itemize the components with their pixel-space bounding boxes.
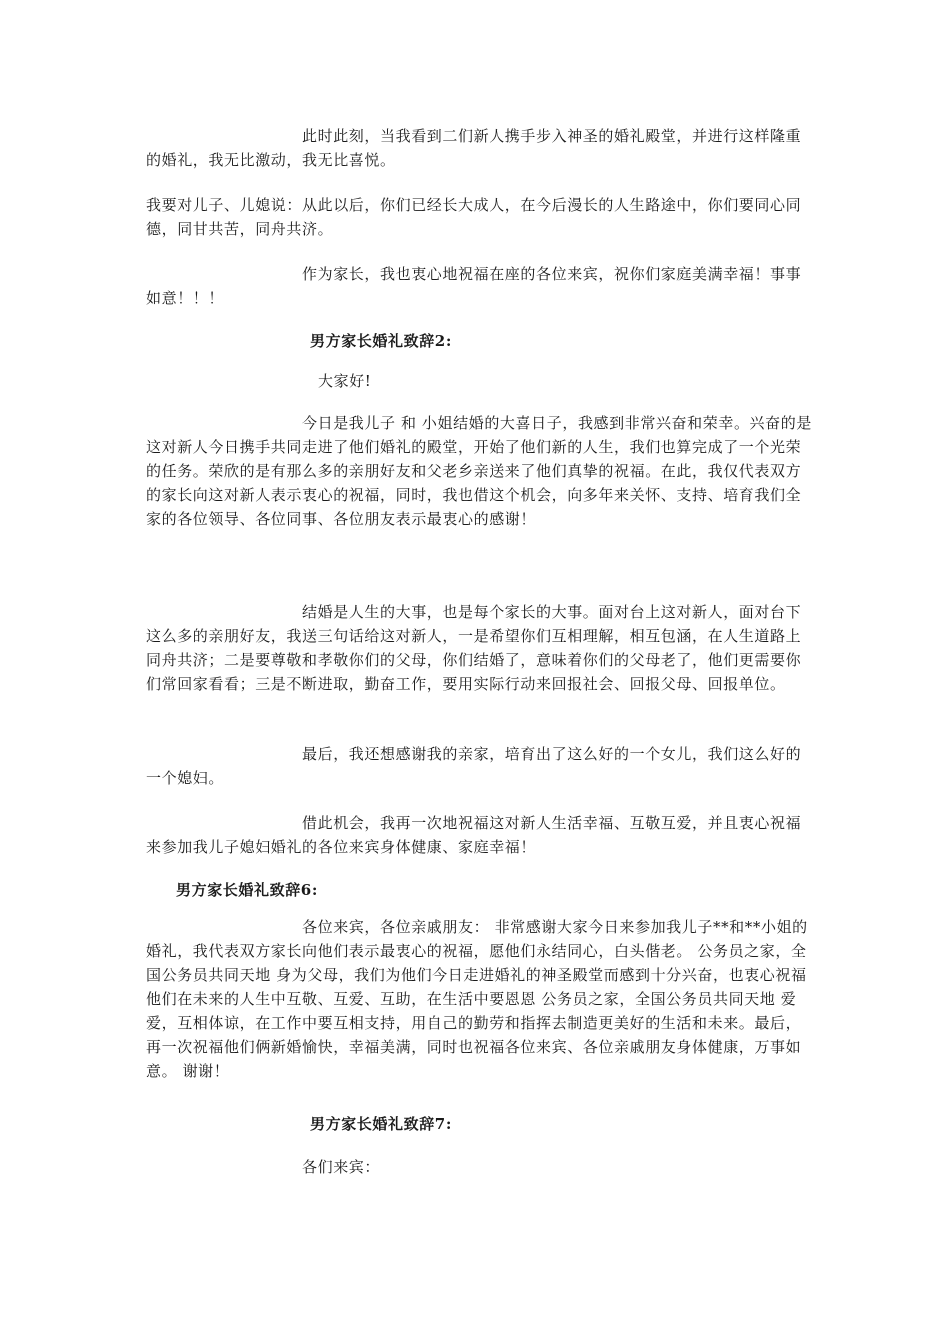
paragraph: 各位来宾，各位亲戚朋友： 非常感谢大家今日来参加我儿子**和**小姐的婚礼，我代表双方家长向他们表示最衷心的祝福，愿他们永结同心，白头偕老。 公务员之家，全国公务员共同天地 身为父母，我们为他们今日走进婚礼的神圣殿堂而感到十分兴奋，也衷心祝福他们在未来的人生中互敬、互爱、互助，在生活中要恩恩 公务员之家，全国公务员共同天地 爱爱，互相体谅，在工作中要互相支持，用自己的勤劳和指挥去制造更美好的生活和未来。最后，再一次祝福他们俩新婚愉快，幸福美满，同时也祝福各位来宾、各位亲戚朋友身体健康，万事如意。 谢谢！ [146,918,808,1080]
paragraph: 此时此刻，当我看到二们新人携手步入神圣的婚礼殿堂，并进行这样隆重的婚礼，我无比激动，我无比喜悦。 [146,127,802,169]
paragraph: 我要对儿子、儿媳说：从此以后，你们已经长大成人，在今后漫长的人生路途中，你们要同心同德，同甘共苦，同舟共济。 [146,196,802,238]
greeting-text: 大家好! [318,372,372,390]
paragraph: 结婚是人生的大事，也是每个家长的大事。面对台上这对新人，面对台下这么多的亲朋好友，我送三句话给这对新人，一是希望你们互相理解，相互包涵，在人生道路上同舟共济；二是要尊敬和孝敬你们的父母，你们结婚了，意味着你们的父母老了，他们更需要你们常回家看看；三是不断进取，勤奋工作，要用实际行动来回报社会、回报父母、回报单位。 [146,603,802,693]
paragraph: 今日是我儿子 和 小姐结婚的大喜日子，我感到非常兴奋和荣幸。兴奋的是这对新人今日携手共同走进了他们婚礼的殿堂，开始了他们新的人生，我们也算完成了一个光荣的任务。荣欣的是有那么多的亲朋好友和父老乡亲送来了他们真挚的祝福。在此，我仅代表双方的家长向这对新人表示衷心的祝福，同时，我也借这个机会，向多年来关怀、支持、培育我们全家的各位领导、各位同事、各位朋友表示最衷心的感谢！ [146,414,812,528]
paragraph: 借此机会，我再一次地祝福这对新人生活幸福、互敬互爱，并且衷心祝福来参加我儿子媳妇婚礼的各位来宾身体健康、家庭幸福！ [146,814,802,856]
paragraph: 作为家长，我也衷心地祝福在座的各位来宾，祝你们家庭美满幸福！事事如意！！！ [146,265,802,307]
section-heading: 男方家长婚礼致辞2: [310,332,452,350]
section-heading: 男方家长婚礼致辞6: [176,881,318,899]
paragraph: 最后，我还想感谢我的亲家，培育出了这么好的一个女儿，我们这么好的一个媳妇。 [146,745,802,787]
paragraph: 各们来宾： [302,1158,381,1176]
section-heading: 男方家长婚礼致辞7: [310,1115,452,1133]
